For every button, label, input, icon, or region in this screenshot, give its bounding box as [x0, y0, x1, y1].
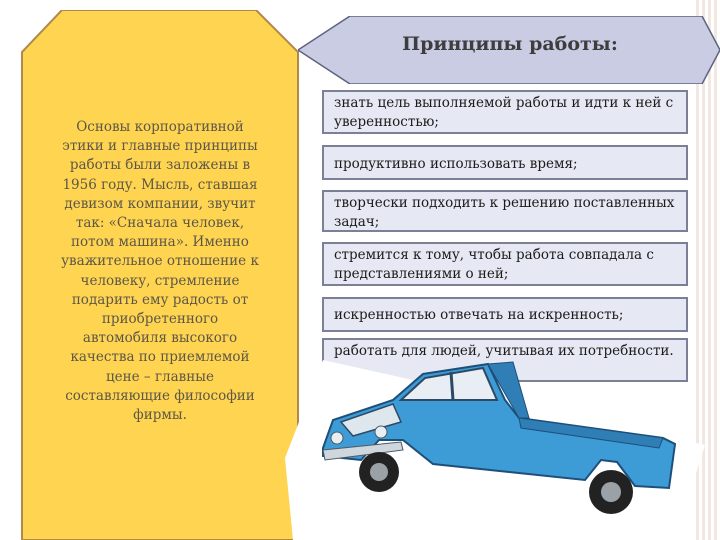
principle-item-2: продуктивно использовать время; — [322, 145, 688, 180]
principle-item-1: знать цель выполняемой работы и идти к ней с уверенностью; — [322, 90, 688, 134]
pickup-truck-image — [283, 360, 705, 540]
principle-item-6: работать для людей, учитывая их потребности. — [322, 338, 688, 382]
intro-text: Основы корпоративной этики и главные принципы работы были заложены в 1956 году. Мысль, ставшая девизом компании, звучит так: «Сначала человек, потом машина». Именно уважительное отношение к человеку, стремление подарить ему радость от приобретенного автомобиля высокого качества по приемлемой цене – главные составляющие философии фирмы. — [61, 119, 259, 424]
section-title: Принципы работы: — [402, 33, 618, 55]
principle-item-5: искренностью отвечать на искренность; — [322, 297, 688, 332]
principle-item-3: творчески подходить к решению поставленных задач; — [322, 190, 688, 232]
principle-item-4: стремится к тому, чтобы работа совпадала с представлениями о ней; — [322, 242, 688, 286]
intro-panel — [20, 10, 300, 540]
